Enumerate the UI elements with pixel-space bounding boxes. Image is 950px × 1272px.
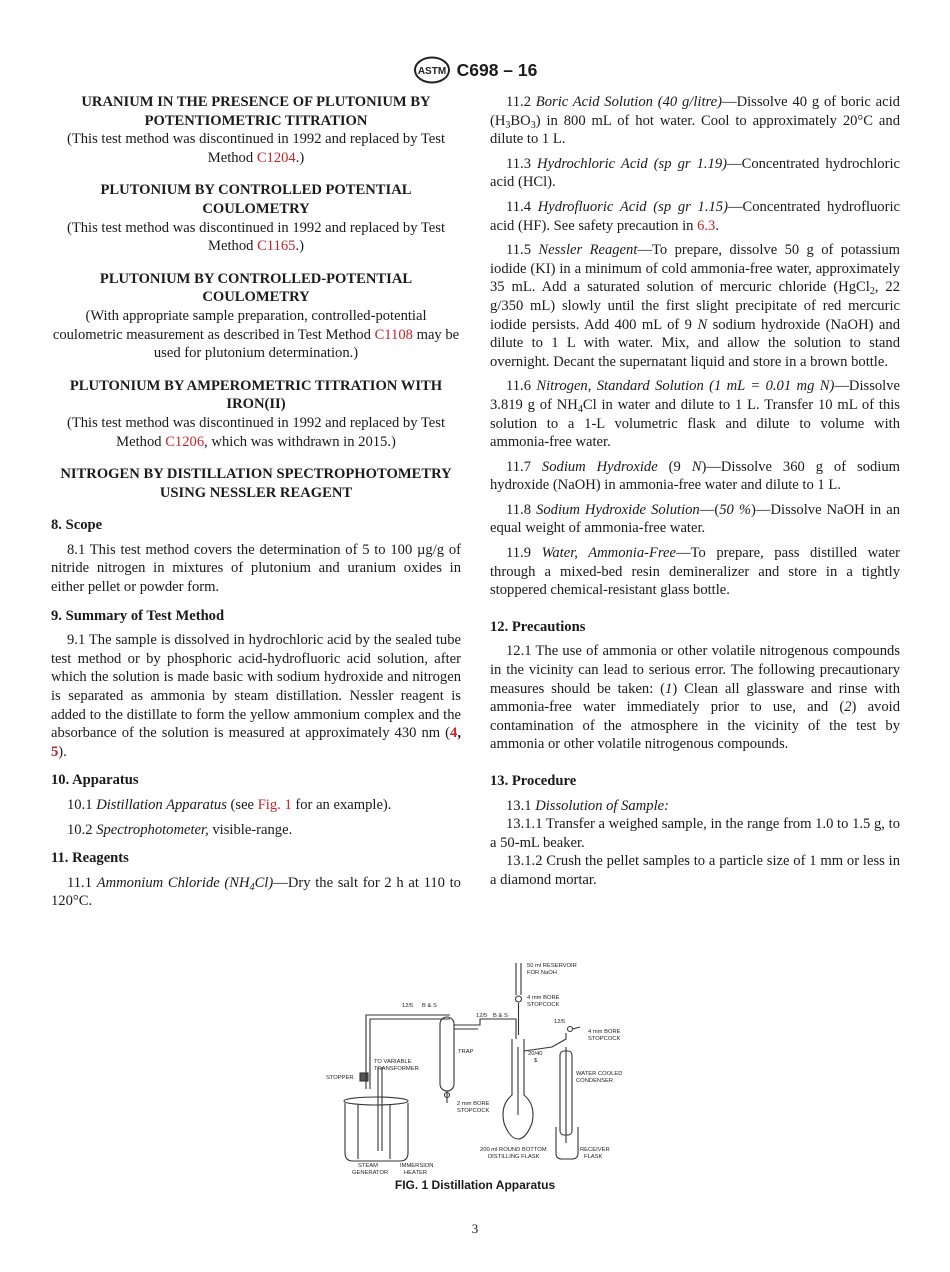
paragraph-13-1-1: 13.1.1 Transfer a weighed sample, in the range from 1.0 to 1.5 g, to a 50-mL beaker. bbox=[490, 816, 900, 851]
svg-text:STEAM: STEAM bbox=[358, 1163, 378, 1169]
svg-text:ASTM: ASTM bbox=[417, 66, 446, 77]
right-column bbox=[490, 93, 900, 896]
discontinued-note: (This test method was discontinued in 1992 and replaced by Test Method C1206, which was withdrawn in 2015.) bbox=[66, 414, 446, 450]
paragraph-11-1: 11.1 Ammonium Chloride $(NH_4Cl)—Dry$ the salt for 2 h at 110 to 120°C. bbox=[51, 874, 461, 910]
svg-text:STOPCOCK: STOPCOCK bbox=[457, 1108, 490, 1114]
svg-text:WATER COOLED: WATER COOLED bbox=[576, 1071, 623, 1077]
paragraph-10-2: 10.2 Spectrophotometer, visible-range. bbox=[67, 821, 293, 838]
section-heading: URANIUM IN THE PRESENCE OF PLUTONIUM BY POTENTIOMETRIC TITRATION bbox=[81, 94, 431, 129]
paragraph-13-1: 13.1 Dissolution of Sample: bbox=[506, 797, 669, 814]
svg-text:STOPPER: STOPPER bbox=[326, 1075, 354, 1081]
paragraph-10-1: 10.1 Distillation Apparatus (see Fig. 1 for an example). bbox=[67, 797, 392, 813]
link-6-3[interactable]: 6.3 bbox=[697, 217, 716, 234]
svg-text:DISTILLING FLASK: DISTILLING FLASK bbox=[488, 1154, 540, 1160]
link-c1204[interactable]: C1204 bbox=[256, 149, 296, 166]
figure-caption: FIG. 1 Distillation Apparatus bbox=[394, 1178, 556, 1192]
svg-text:12/5: 12/5 bbox=[402, 1003, 414, 1009]
paragraph-11-9: 11.9 Water, Ammonia-Free—To prepare, pass distilled water through a mixed-bed resin demineralizer and store in a tightly stoppered chemical-resistant glass bottle. bbox=[490, 545, 900, 599]
svg-text:4 mm BORE: 4 mm BORE bbox=[588, 1029, 621, 1035]
svg-text:TRANSFORMER: TRANSFORMER bbox=[374, 1066, 419, 1072]
paragraph-11-8: 11.8 Sodium Hydroxide Solution—(50 %)—Dissolve NaOH in an equal weight of ammonia-free water. bbox=[490, 501, 900, 537]
section-heading: PLUTONIUM BY CONTROLLED POTENTIAL COULOMETRY bbox=[100, 182, 412, 217]
section-heading: NITROGEN BY DISTILLATION SPECTROPHOTOMETRY USING NESSLER REAGENT bbox=[60, 466, 452, 501]
heading-procedure: 13. Procedure bbox=[490, 773, 577, 789]
svg-text:12/5: 12/5 bbox=[476, 1013, 488, 1019]
paragraph-11-2: 11.2 Boric Acid Solution (40 g/litre)—Dissolve 40 g of boric acid $(H_3BO_3)$ in 800 mL of hot water. Cool to approximately 20°C and dilute to 1 L. bbox=[490, 94, 900, 148]
link-c1165[interactable]: C1165 bbox=[257, 238, 296, 255]
svg-text:STOPCOCK: STOPCOCK bbox=[527, 1002, 560, 1008]
heading-precautions: 12. Precautions bbox=[490, 618, 586, 635]
heading-summary: 9. Summary of Test Method bbox=[51, 607, 225, 624]
heading-apparatus: 10. Apparatus bbox=[51, 772, 139, 789]
steam-generator-icon bbox=[345, 1103, 408, 1161]
paragraph-13-1-2: 13.1.2 Crush the pellet samples to a particle size of 1 mm or less in a diamond mortar. bbox=[490, 853, 900, 888]
section-heading: PLUTONIUM BY AMPEROMETRIC TITRATION WITH IRON(II) bbox=[69, 377, 443, 413]
stopper-icon bbox=[360, 1073, 368, 1081]
distillation-apparatus-figure bbox=[320, 955, 640, 1175]
svg-text:20/40: 20/40 bbox=[528, 1051, 543, 1057]
discontinued-note: (This test method was discontinued in 1992 and replaced by Test Method C1165.) bbox=[66, 219, 446, 255]
astm-logo-icon bbox=[413, 56, 451, 84]
document-id: C698 – 16 bbox=[456, 59, 538, 80]
svg-text:STOPCOCK: STOPCOCK bbox=[588, 1036, 621, 1042]
page-number: 3 bbox=[471, 1221, 479, 1236]
paragraph-9-1: 9.1 The sample is dissolved in hydrochloric acid by the sealed tube test method or by phosphoric acid-hydrofluoric acid solution, after which the solution is made basic with sodium hydroxide and nitrogen is separated as ammonia by steam distillation. Nessler reagent is added to the distillate to form the yellow ammonium complex and the absorbance of the solution is measured at approximately 430 nm (4, 5). bbox=[51, 632, 461, 760]
paragraph-12-1: 12.1 The use of ammonia or other volatile nitrogenous compounds in the vicinity can lead to serious error. The following precautionary measures should be taken: (1) Clean all glassware and rinse with ammonia-free water immediately prior to use, and (2) avoid contamination of the atmosphere in the vicinity of the test by ammonia or other volatile nitrogenous compounds. bbox=[490, 643, 900, 753]
paragraph-11-3: 11.3 Hydrochloric Acid (sp gr 1.19)—Concentrated hydrochloric acid (HCl). bbox=[490, 155, 901, 191]
svg-text:IMMERSION: IMMERSION bbox=[400, 1163, 434, 1169]
svg-text:12/5: 12/5 bbox=[554, 1019, 566, 1025]
paragraph-11-5: 11.5 Nessler Reagent—To prepare, dissolve 50 g of potassium iodide (KI) in a minimum of cold ammonia-free water, approximately 35 mL. Add a saturated solution of mercuric chloride (HgCl$_2$, 22 g/350 mL) slowly until the first slight precipitate of red mercuric iodide persists. Add 400 mL of 9 N sodium hydroxide (NaOH) and dilute to 1 L with water. Mix, and allow the solution to stand overnight. Decant the supernatant liquid and store in a brown bottle. bbox=[490, 242, 900, 370]
ref-5[interactable]: 5 bbox=[51, 743, 59, 760]
page-header bbox=[0, 55, 950, 85]
svg-text:FOR NaOH: FOR NaOH bbox=[527, 970, 557, 976]
svg-text:4 mm BORE: 4 mm BORE bbox=[527, 995, 560, 1001]
heading-reagents: 11. Reagents bbox=[51, 850, 129, 867]
receiver-flask-icon bbox=[556, 1127, 578, 1159]
trap-icon bbox=[440, 1017, 454, 1091]
svg-text:200 ml ROUND BOTTOM: 200 ml ROUND BOTTOM bbox=[480, 1147, 547, 1153]
svg-text:TRAP: TRAP bbox=[458, 1049, 474, 1055]
svg-text:GENERATOR: GENERATOR bbox=[352, 1170, 389, 1175]
ref-4[interactable]: 4 bbox=[450, 725, 458, 742]
paragraph-11-7: 11.7 Sodium Hydroxide (9 N)—Dissolve 360 g of sodium hydroxide (NaOH) in ammonia-free water and dilute to 1 L. bbox=[490, 458, 900, 494]
svg-text:FLASK: FLASK bbox=[584, 1154, 603, 1160]
svg-text:2 mm BORE: 2 mm BORE bbox=[457, 1101, 490, 1107]
discontinued-note: (This test method was discontinued in 1992 and replaced by Test Method C1204.) bbox=[66, 131, 446, 166]
svg-text:HEATER: HEATER bbox=[404, 1170, 428, 1175]
paragraph-11-6: 11.6 Nitrogen, Standard Solution (1 mL = 0.01 mg N)—Dissolve 3.819 g of $NH_4Cl$ in water and dilute to 1 L. Transfer 10 mL of this solution to a 1-L volumetric flask and dilute to volume with ammonia-free water. bbox=[490, 378, 900, 451]
svg-text:50 ml RESERVOIR: 50 ml RESERVOIR bbox=[527, 963, 577, 969]
svg-text:RECEIVER: RECEIVER bbox=[580, 1147, 610, 1153]
link-c1206[interactable]: C1206 bbox=[165, 433, 205, 450]
svg-text:TO VARIABLE: TO VARIABLE bbox=[374, 1059, 412, 1065]
svg-text:B & S: B & S bbox=[422, 1003, 437, 1009]
link-fig-1[interactable]: Fig. 1 bbox=[257, 797, 292, 813]
left-column bbox=[51, 93, 461, 917]
paragraph-11-4: 11.4 Hydrofluoric Acid (sp gr 1.15)—Concentrated hydrofluoric acid (HF). See safety precaution in 6.3. bbox=[490, 198, 900, 234]
svg-text:B & S: B & S bbox=[493, 1013, 508, 1019]
svg-text:$: $ bbox=[534, 1058, 538, 1064]
svg-text:CONDENSER: CONDENSER bbox=[576, 1078, 614, 1084]
heading-scope: 8. Scope bbox=[51, 517, 103, 534]
method-note: (With appropriate sample preparation, controlled-potential coulometric measurement as described in Test Method C1108 may be used for plutonium determination.) bbox=[52, 307, 460, 362]
link-c1108[interactable]: C1108 bbox=[374, 326, 413, 343]
section-heading: PLUTONIUM BY CONTROLLED-POTENTIAL COULOMETRY bbox=[99, 270, 413, 306]
paragraph-8-1: 8.1 This test method covers the determination of 5 to 100 µg/g of nitride nitrogen in mixtures of plutonium and uranium oxides in either pellet or powder form. bbox=[51, 541, 461, 596]
